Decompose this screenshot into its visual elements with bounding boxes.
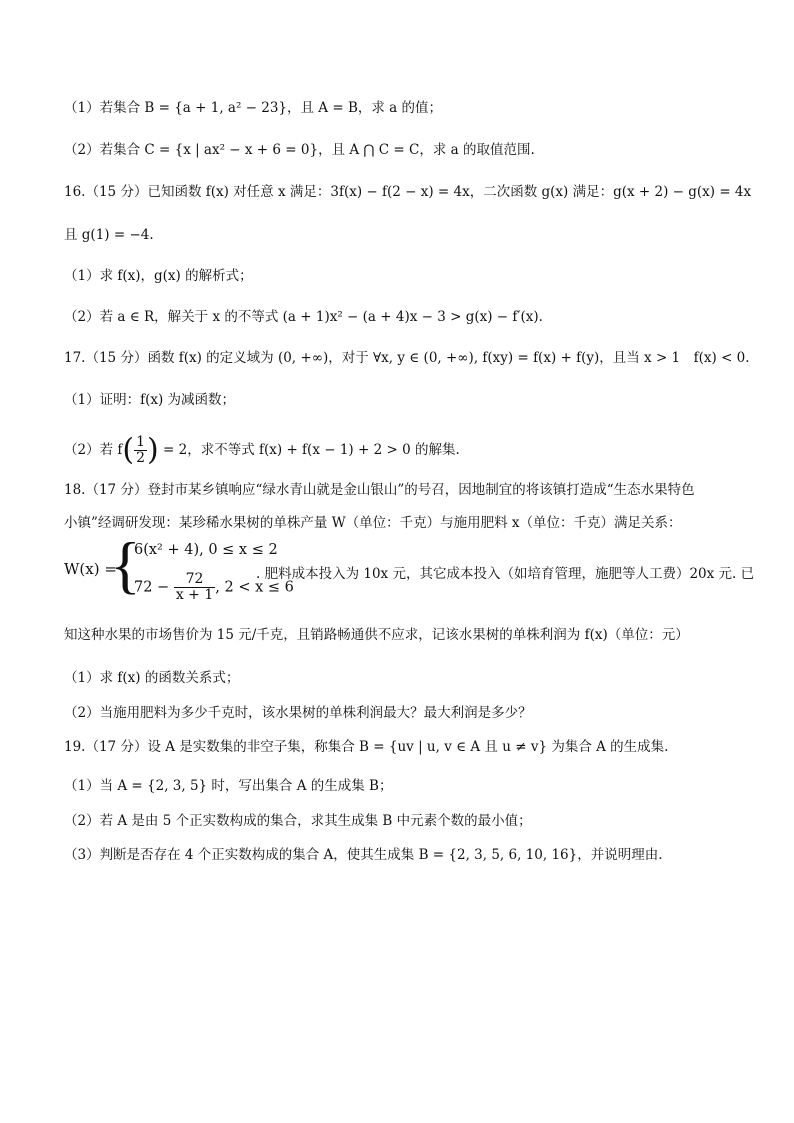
text-line: 且 g(1) = −4. [64,227,154,243]
text-line: 小镇”经调研发现：某珍稀水果树的单株产量 W（单位：千克）与施用肥料 x（单位：千克）满足关系： [64,515,682,531]
text-line: （1）当 A = {2, 3, 5} 时，写出集合 A 的生成集 B； [64,778,393,794]
text-line: （1）求 f(x)，g(x) 的解析式； [64,268,253,284]
left-brace: { [110,529,141,600]
text-line: （1）证明：f(x) 为减函数； [64,392,236,408]
text-line: 19.（17 分）设 A 是实数集的非空子集，称集合 B = {uv | u, v ∈ A 且 u ≠ v} 为集合 A 的生成集. [64,739,669,755]
piecewise-case2: 72 − $\frac{72}{x + 1}$ , 2 < x ≤ 6 [134,571,294,603]
text-line: 16.（15 分）已知函数 f(x) 对任意 x 满足：3f(x) − f(2 − x) = 4x，二次函数 g(x) 满足：g(x + 2) − g(x) = 4x [64,184,752,200]
piecewise-tail: . 肥料成本投入为 10x 元，其它成本投入（如培育管理，施肥等人工费）20x 元. 已 [256,566,755,582]
text-line: （2）若 A 是由 5 个正实数构成的集合，求其生成集 B 中元素个数的最小值； [64,813,532,829]
text-line: （2）当施用肥料为多少千克时，该水果树的单株利润最大？最大利润是多少？ [64,705,532,721]
half-fraction: $\frac{1}{2}$ [136,434,146,466]
text-line: （1）求 f(x) 的函数关系式； [64,670,240,686]
text-line: （2）若 a ∈ R，解关于 x 的不等式 (a + 1)x² − (a + 4)x − 3 > g(x) − f′(x). [64,309,543,325]
text-line: 知这种水果的市场售价为 15 元/千克，且销路畅通供不应求，记该水果树的单株利润为 f(x)（单位：元） [64,627,689,643]
q17-part2-prefix: （2）若 f [64,442,123,458]
q18-piecewise [64,529,784,604]
q17-part2-suffix: = 2，求不等式 f(x) + f(x − 1) + 2 > 0 的解集. [158,442,460,458]
text-line: 18.（17 分）登封市某乡镇响应“绿水青山就是金山银山”的号召，因地制宜的将该镇打造成“生态水果特色 [64,482,695,498]
text-line: （3）判断是否存在 4 个正实数构成的集合 A，使其生成集 B = {2, 3, 5, 6, 10, 16}，并说明理由. [64,847,663,863]
text-line: （1）若集合 B = {a + 1, a² − 23}，且 A = B，求 a 的值； [64,100,443,116]
text-line: （2）若集合 C = {x | ax² − x + 6 = 0}，且 A ⋂ C = C，求 a 的取值范围. [64,142,535,158]
q17-part2: （2）若 f( $\frac{1}{2}$ ) = 2，求不等式 f(x) + f(x − 1) + 2 > 0 的解集. [64,432,460,468]
text-line: 17.（15 分）函数 f(x) 的定义域为 (0, +∞)，对于 ∀x, y ∈ (0, +∞), f(xy) = f(x) + f(y)，且当 x > 1 f(x) < 0. [64,350,750,366]
piecewise-case1: 6(x² + 4), 0 ≤ x ≤ 2 [134,542,278,558]
piecewise-lhs: W(x) = [64,560,117,578]
